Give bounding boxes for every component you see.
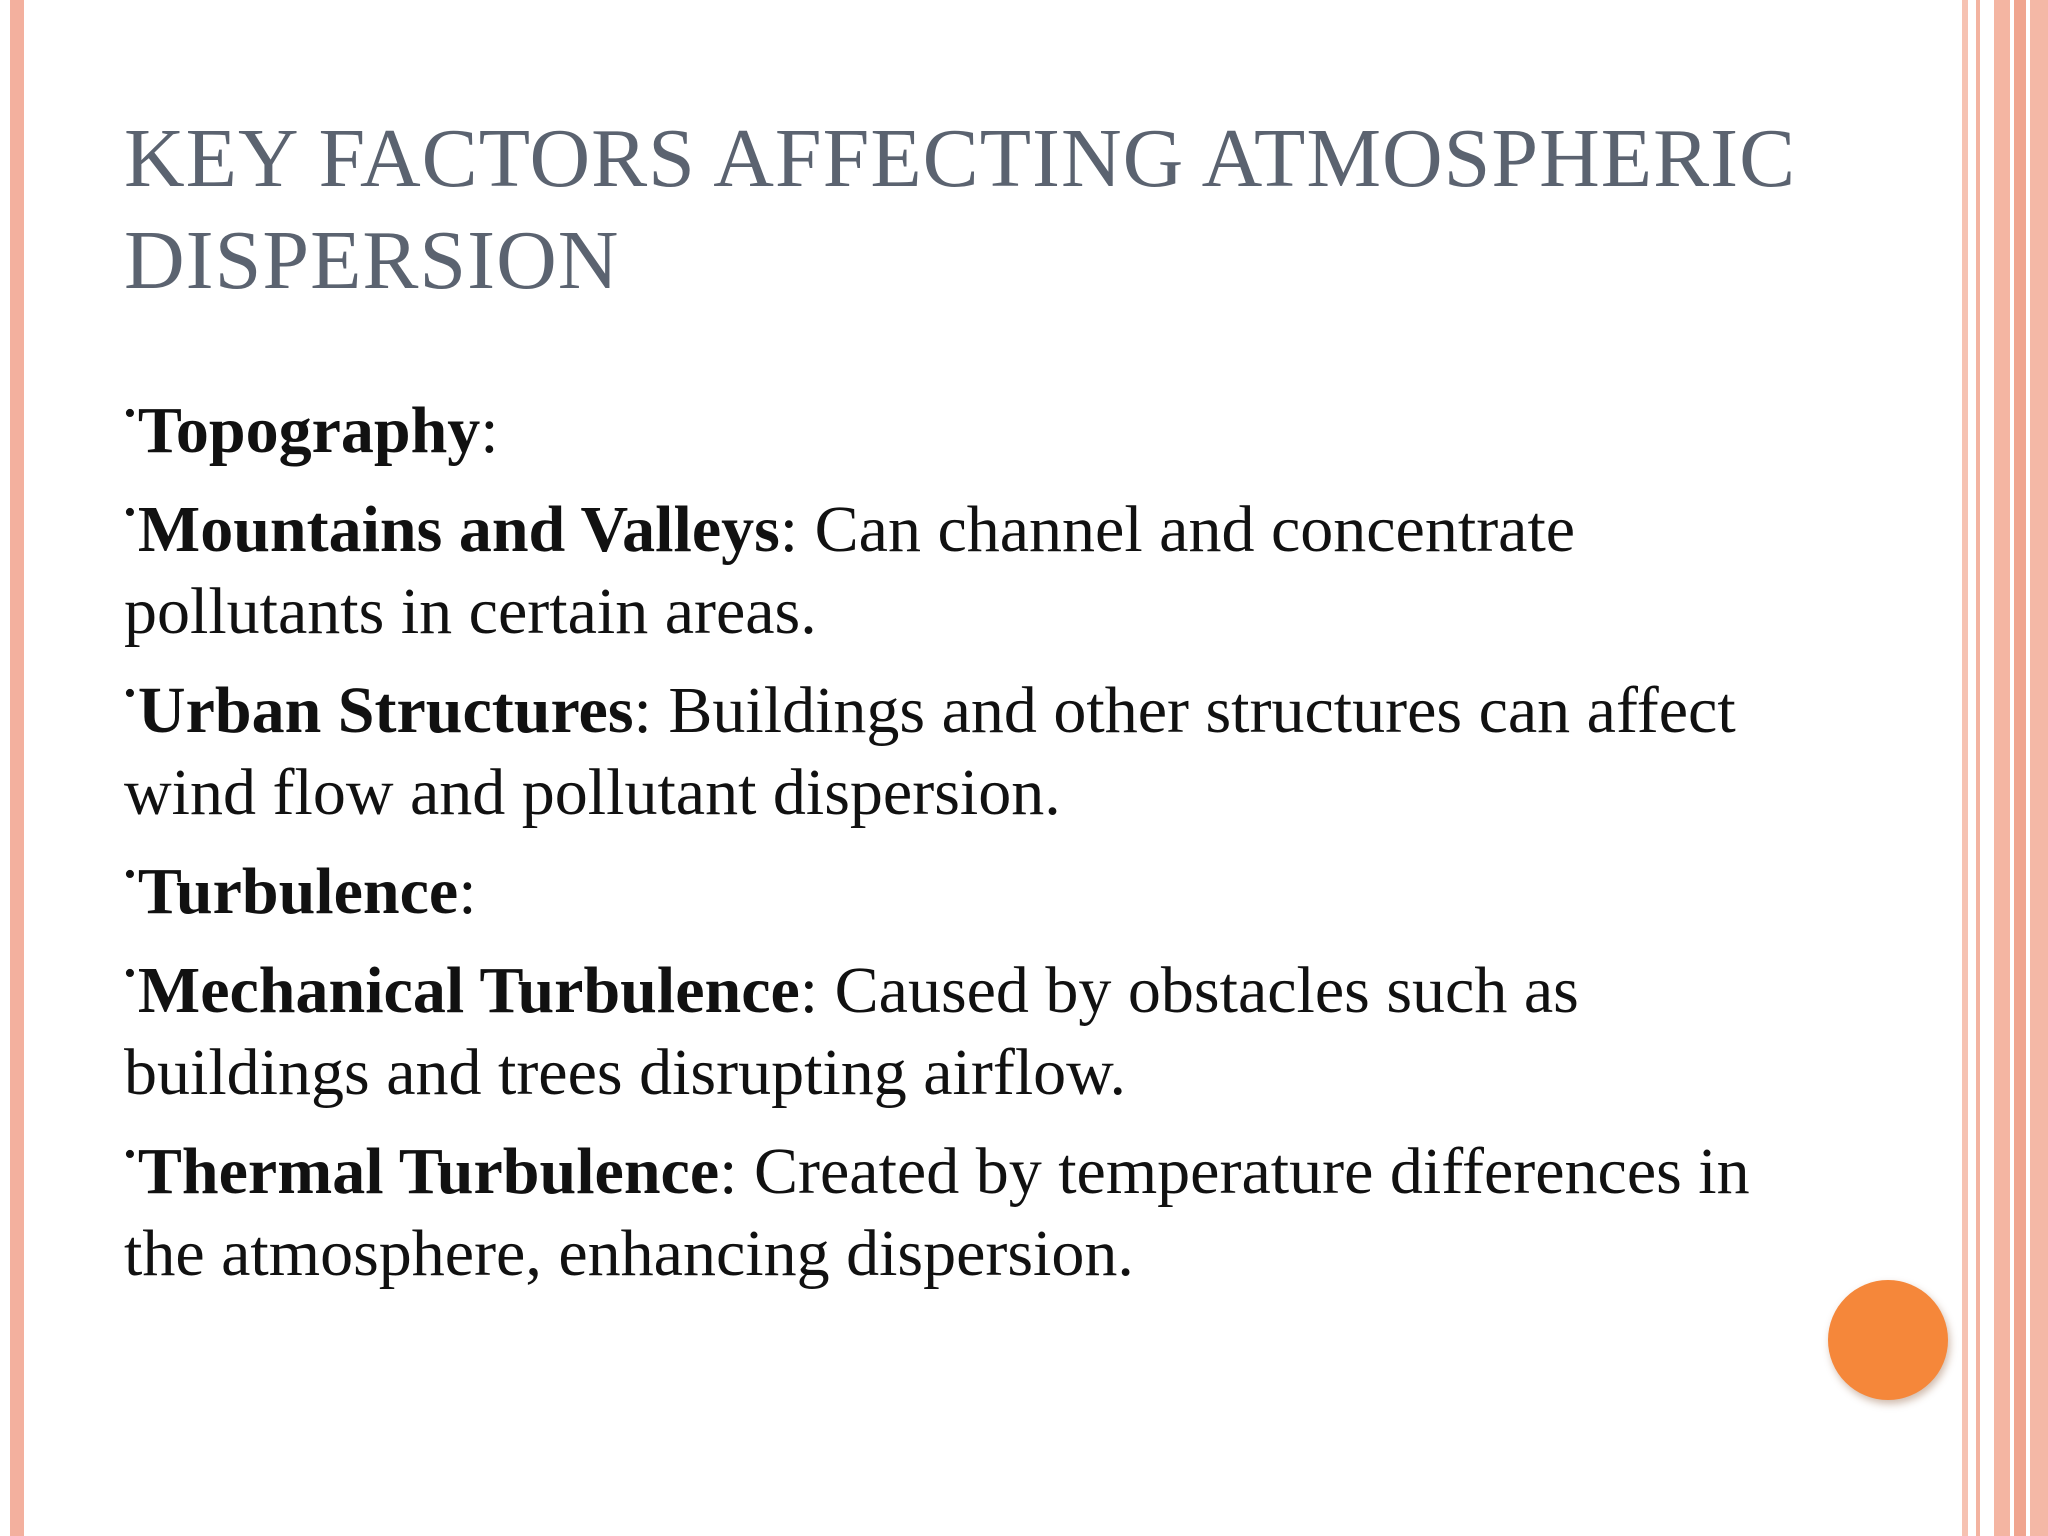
bullet-term: Topography (137, 394, 481, 467)
bullet-text: Buildings and other structures can affect wind flow and pollutant dispersion. (124, 674, 1736, 829)
bullet-text: Caused by obstacles such as buildings and trees disrupting airflow. (124, 954, 1579, 1109)
bullet-term: Mountains and Valleys (137, 493, 780, 566)
bullet-marker: • (124, 494, 136, 531)
bullet-item (124, 653, 1824, 834)
slide-title: KEY FACTORS AFFECTING ATMOSPHERIC DISPERSION (124, 112, 1797, 307)
bullet-term: Urban Structures (137, 674, 634, 747)
left-decorative-stripe (10, 0, 24, 1536)
bullet-separator: : (779, 493, 799, 566)
slide-body (124, 373, 1824, 1295)
right-decorative-stripes (1958, 0, 2048, 1536)
bullet-item (124, 373, 1824, 472)
bullet-separator: : (799, 954, 819, 1027)
bullet-separator: : (458, 855, 477, 928)
bullet-separator: : (719, 1135, 738, 1208)
bullet-separator: : (480, 394, 499, 467)
bullet-marker: • (124, 395, 136, 432)
bullet-separator: : (633, 674, 652, 747)
bullet-item (124, 1114, 1824, 1295)
bullet-item (124, 472, 1824, 653)
bullet-item (124, 834, 1824, 933)
bullet-term: Turbulence (137, 855, 459, 928)
bullet-term: Mechanical Turbulence (137, 954, 800, 1027)
bullet-text: Created by temperature differences in the atmosphere, enhancing dispersion. (124, 1135, 1750, 1290)
orange-circle-decoration (1828, 1280, 1948, 1400)
bullet-marker: • (124, 955, 136, 992)
bullet-item (124, 933, 1824, 1114)
bullet-marker: • (124, 856, 136, 893)
bullet-marker: • (124, 1136, 136, 1173)
bullet-marker: • (124, 675, 136, 712)
bullet-text: Can channel and concentrate pollutants in certain areas. (124, 493, 1576, 648)
bullet-term: Thermal Turbulence (137, 1135, 720, 1208)
